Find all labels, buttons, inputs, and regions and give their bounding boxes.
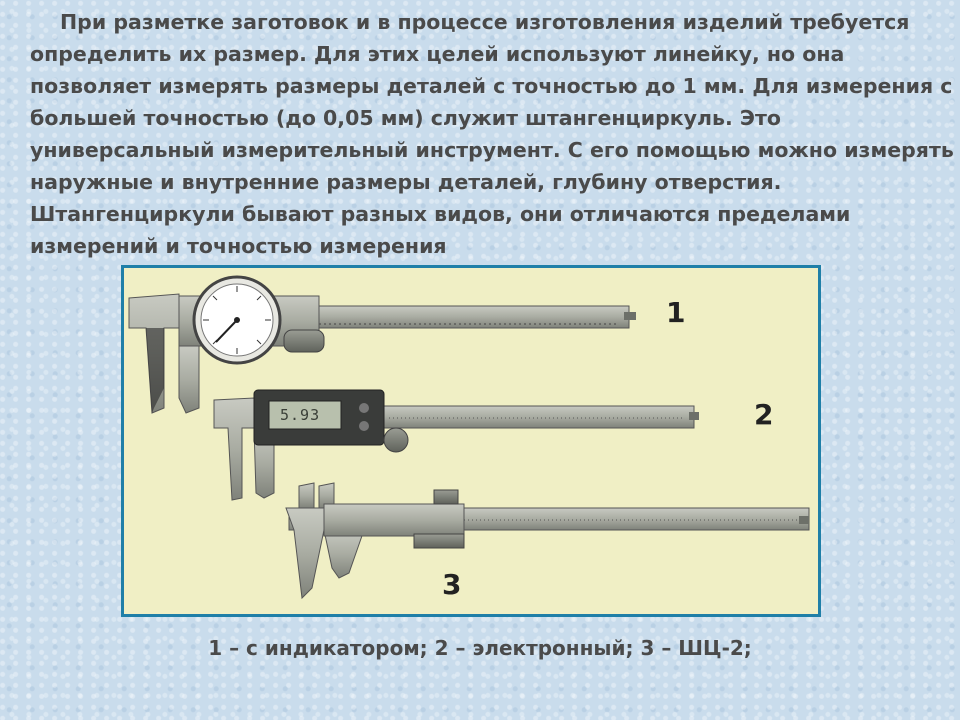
label-1: 1 [666,296,686,329]
shc2-caliper [286,483,809,598]
lcd-reading: 5.93 [280,406,321,424]
description-paragraph: При разметке заготовок и в процессе изготовления изделий требуется определить их размер. Для этих целей используют линейку, но она позволяет измерять размеры деталей с точностью до 1 мм. Для измерения с большей точностью (до 0,05 мм) служит штангенциркуль. Это универсальный измерительный инструмент. С его помощью можно измерять наружные и внутренние размеры деталей, глубину отверстия. Штангенциркули бывают разных видов, они отличаются пределами измерений и точностью измерения [30,10,954,258]
calipers-figure [121,265,821,617]
calipers-illustration [124,268,818,614]
label-2: 2 [754,398,774,431]
label-3: 3 [442,568,462,601]
figure-caption: 1 – с индикатором; 2 – электронный; 3 – ШЦ-2; [208,636,752,660]
